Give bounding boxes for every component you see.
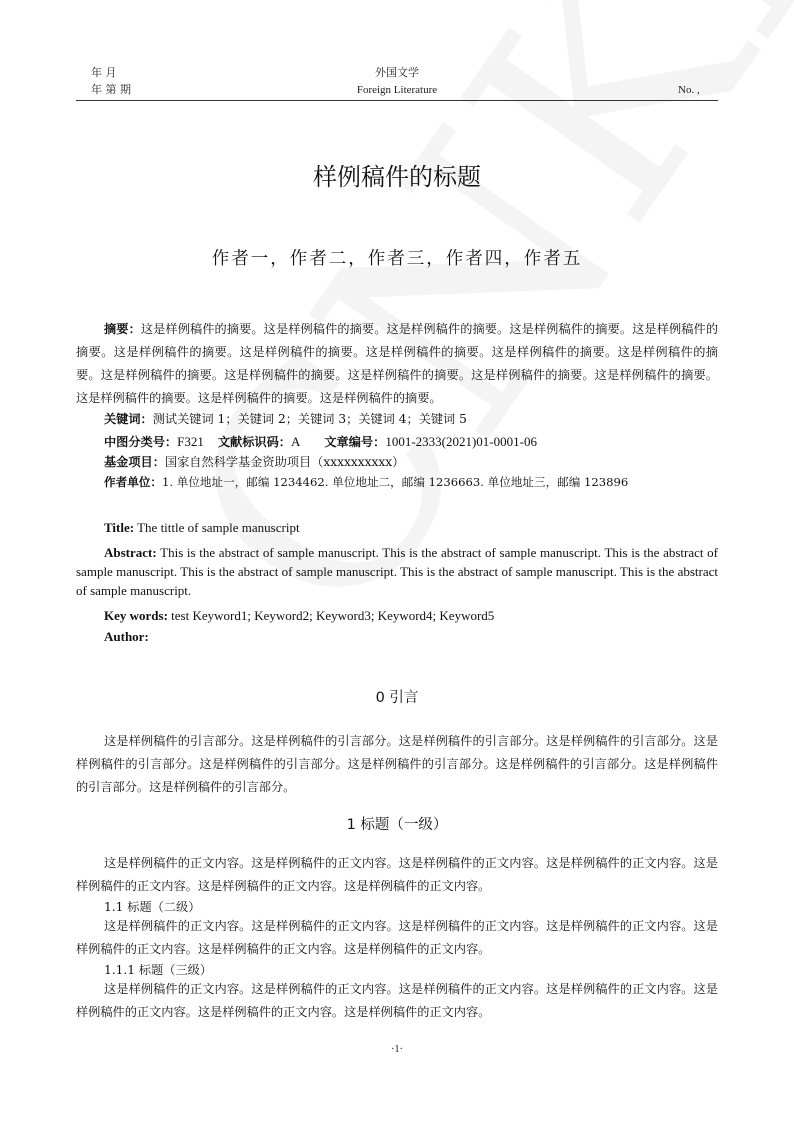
section-1-1-1-heading: 1.1.1 标题（三级） [104, 963, 213, 977]
section-1-1-paragraph: 这是样例稿件的正文内容。这是样例稿件的正文内容。这是样例稿件的正文内容。这是样例稿件的正文内容。这是样例稿件的正文内容。这是样例稿件的正文内容。这是样例稿件的正文内容。 [76, 919, 718, 956]
abstract-cn-text: 这是样例稿件的摘要。这是样例稿件的摘要。这是样例稿件的摘要。这是样例稿件的摘要。这是样例稿件的摘要。这是样例稿件的摘要。这是样例稿件的摘要。这是样例稿件的摘要。这是样例稿件的摘要。这是样例稿件的摘要。这是样例稿件的摘要。这是样例稿件的摘要。这是样例稿件的摘要。这是样例稿件的摘要。这是样例稿件的摘要。这是样例稿件的摘要。这是样例稿件的摘要。这是样例稿件的摘要。 [76, 322, 719, 405]
header-issue: 年 第 期 [91, 83, 131, 96]
author-list: 作者一，作者二，作者三，作者四，作者五 [211, 249, 583, 269]
header-date: 年 月 [91, 66, 117, 79]
affiliation-text: 1. 单位地址一，邮编 1234462. 单位地址二，邮编 1236663. 单位地址三，邮编 123896 [161, 475, 629, 489]
doc-code-label: 文献标识码： [217, 435, 291, 449]
doc-code-value: A [290, 434, 301, 449]
english-abstract-label: Abstract: [104, 545, 157, 560]
english-title-text: The tittle of sample manuscript [137, 520, 300, 535]
article-number-value: 1001-2333(2021)01-0001-06 [385, 434, 537, 449]
abstract-cn-label: 摘要： [104, 322, 141, 336]
clc-label: 中图分类号： [104, 435, 178, 449]
clc-value: F321 [177, 434, 204, 449]
article-title: 样例稿件的标题 [313, 163, 481, 191]
keywords-cn-text: 测试关键词 1；关键词 2；关键词 3；关键词 4；关键词 5 [152, 412, 467, 426]
article-number-label: 文章编号： [324, 435, 386, 449]
section-0-paragraph: 这是样例稿件的引言部分。这是样例稿件的引言部分。这是样例稿件的引言部分。这是样例稿件的引言部分。这是样例稿件的引言部分。这是样例稿件的引言部分。这是样例稿件的引言部分。这是样例稿件的引言部分。这是样例稿件的引言部分。这是样例稿件的引言部分。 [76, 734, 718, 794]
keywords-cn [104, 408, 718, 431]
keywords-cn-label: 关键词： [104, 412, 153, 426]
section-1-1-heading: 1.1 标题（二级） [104, 900, 201, 914]
affiliation-line [104, 471, 718, 494]
english-abstract [76, 543, 718, 600]
english-keywords-line [104, 604, 718, 627]
english-author-label: Author: [104, 629, 149, 644]
english-keywords-label: Key words: [104, 608, 168, 623]
section-1-heading: 1 标题（一级） [346, 817, 448, 833]
section-1-1-1-paragraph: 这是样例稿件的正文内容。这是样例稿件的正文内容。这是样例稿件的正文内容。这是样例稿件的正文内容。这是样例稿件的正文内容。这是样例稿件的正文内容。这是样例稿件的正文内容。 [76, 982, 718, 1019]
header-journal-en: Foreign Literature [356, 84, 438, 96]
header-journal-cn: 外国文学 [375, 66, 419, 79]
section-1-paragraph: 这是样例稿件的正文内容。这是样例稿件的正文内容。这是样例稿件的正文内容。这是样例稿件的正文内容。这是样例稿件的正文内容。这是样例稿件的正文内容。这是样例稿件的正文内容。 [76, 856, 718, 893]
header-rule [76, 100, 718, 101]
abstract-cn [76, 318, 718, 410]
page-number: ·1· [391, 1044, 403, 1055]
affiliation-label: 作者单位： [104, 475, 162, 489]
english-keywords-text: test Keyword1; Keyword2; Keyword3; Keyword4; Keyword5 [171, 608, 495, 623]
fund-text: 国家自然科学基金资助项目（xxxxxxxxxx） [164, 455, 405, 469]
section-0-heading: 0 引言 [375, 690, 419, 706]
english-title-label: Title: [104, 520, 135, 535]
english-title-line [104, 516, 718, 539]
header-number: No. , [678, 84, 700, 96]
english-abstract-text: This is the abstract of sample manuscript. This is the abstract of sample manuscript. This is the abstract of sample manuscript. This is the abstract of sample manuscript. This is the abstract of sample manuscript. This is the abstract of sample manuscript. [76, 545, 719, 598]
fund-label: 基金项目： [104, 455, 165, 469]
